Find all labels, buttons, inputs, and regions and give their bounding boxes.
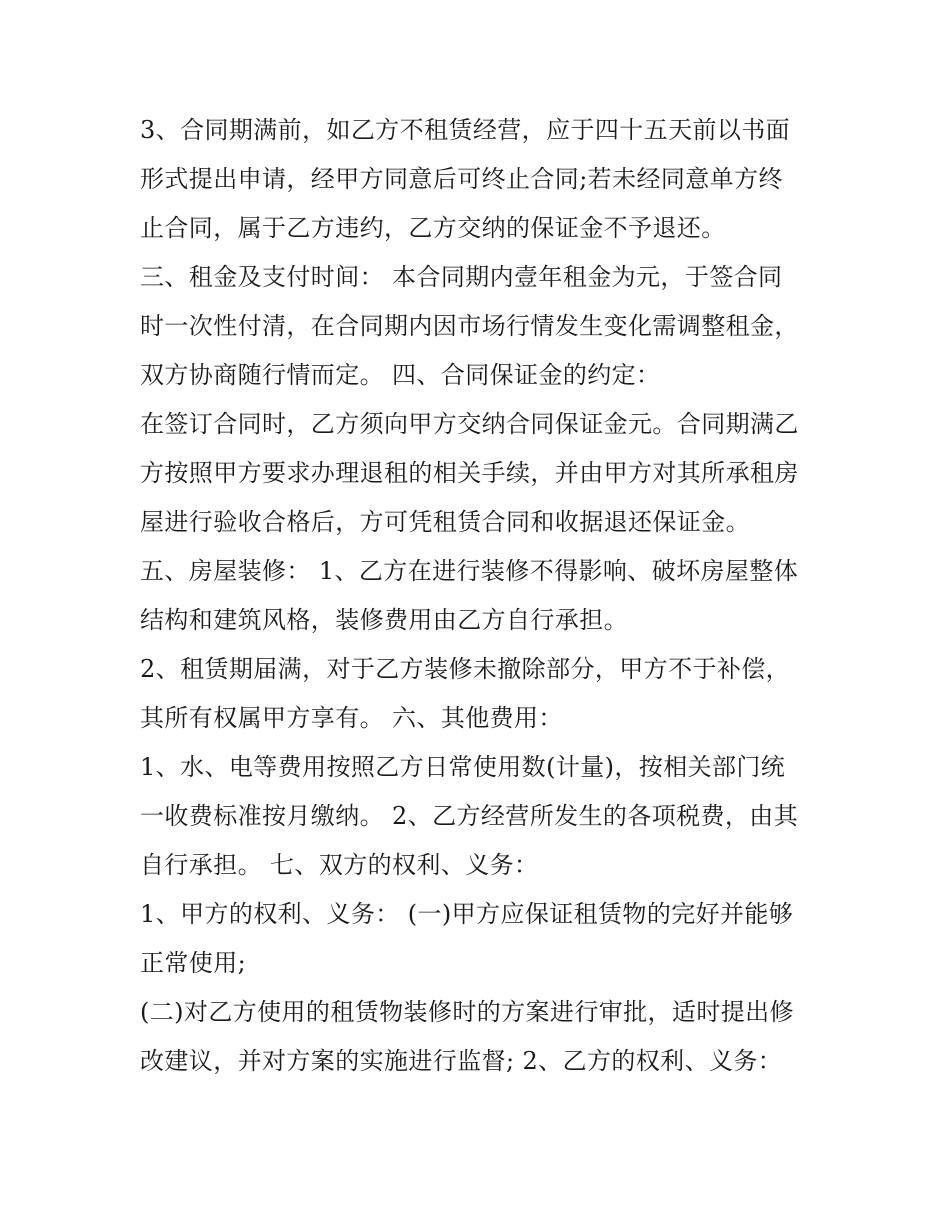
text-line: (二)对乙方使用的租赁物装修时的方案进行审批，适时提出修 <box>140 998 794 1026</box>
text-line: 结构和建筑风格，装修费用由乙方自行承担。 <box>140 606 628 634</box>
text-line: 止合同，属于乙方违约，乙方交纳的保证金不予退还。 <box>140 214 726 242</box>
text-line: 时一次性付清，在合同期内因市场行情发生变化需调整租金， <box>140 312 799 340</box>
text-line: 屋进行验收合格后，方可凭租赁合同和收据退还保证金。 <box>140 508 750 536</box>
text-line: 形式提出申请，经甲方同意后可终止合同;若未经同意单方终 <box>140 165 783 193</box>
text-line: 自行承担。 七、双方的权利、义务： <box>140 851 539 879</box>
text-line: 改建议，并对方案的实施进行监督; 2、乙方的权利、义务： <box>140 1047 783 1075</box>
text-line: 正常使用; <box>140 949 247 977</box>
text-line: 在签订合同时，乙方须向甲方交纳合同保证金元。合同期满乙 <box>140 410 799 438</box>
text-line: 其所有权属甲方享有。 六、其他费用： <box>140 704 563 732</box>
text-line: 3、合同期满前，如乙方不租赁经营，应于四十五天前以书面 <box>140 116 791 144</box>
text-line: 2、租赁期届满，对于乙方装修未撤除部分，甲方不于补偿， <box>140 655 791 683</box>
text-line: 一收费标准按月缴纳。 2、乙方经营所发生的各项税费，由其 <box>140 802 799 830</box>
text-line: 五、房屋装修： 1、乙方在进行装修不得影响、破坏房屋整体 <box>140 557 799 585</box>
text-line: 1、水、电等费用按照乙方日常使用数(计量)，按相关部门统 <box>140 753 786 781</box>
text-line: 三、租金及支付时间： 本合同期内壹年租金为元，于签合同 <box>140 263 783 291</box>
text-line: 方按照甲方要求办理退租的相关手续，并由甲方对其所承租房 <box>140 459 799 487</box>
document-body <box>140 106 820 1086</box>
text-line: 双方协商随行情而定。 四、合同保证金的约定： <box>140 361 661 389</box>
text-line: 1、甲方的权利、义务： (一)甲方应保证租赁物的完好并能够 <box>140 900 794 928</box>
